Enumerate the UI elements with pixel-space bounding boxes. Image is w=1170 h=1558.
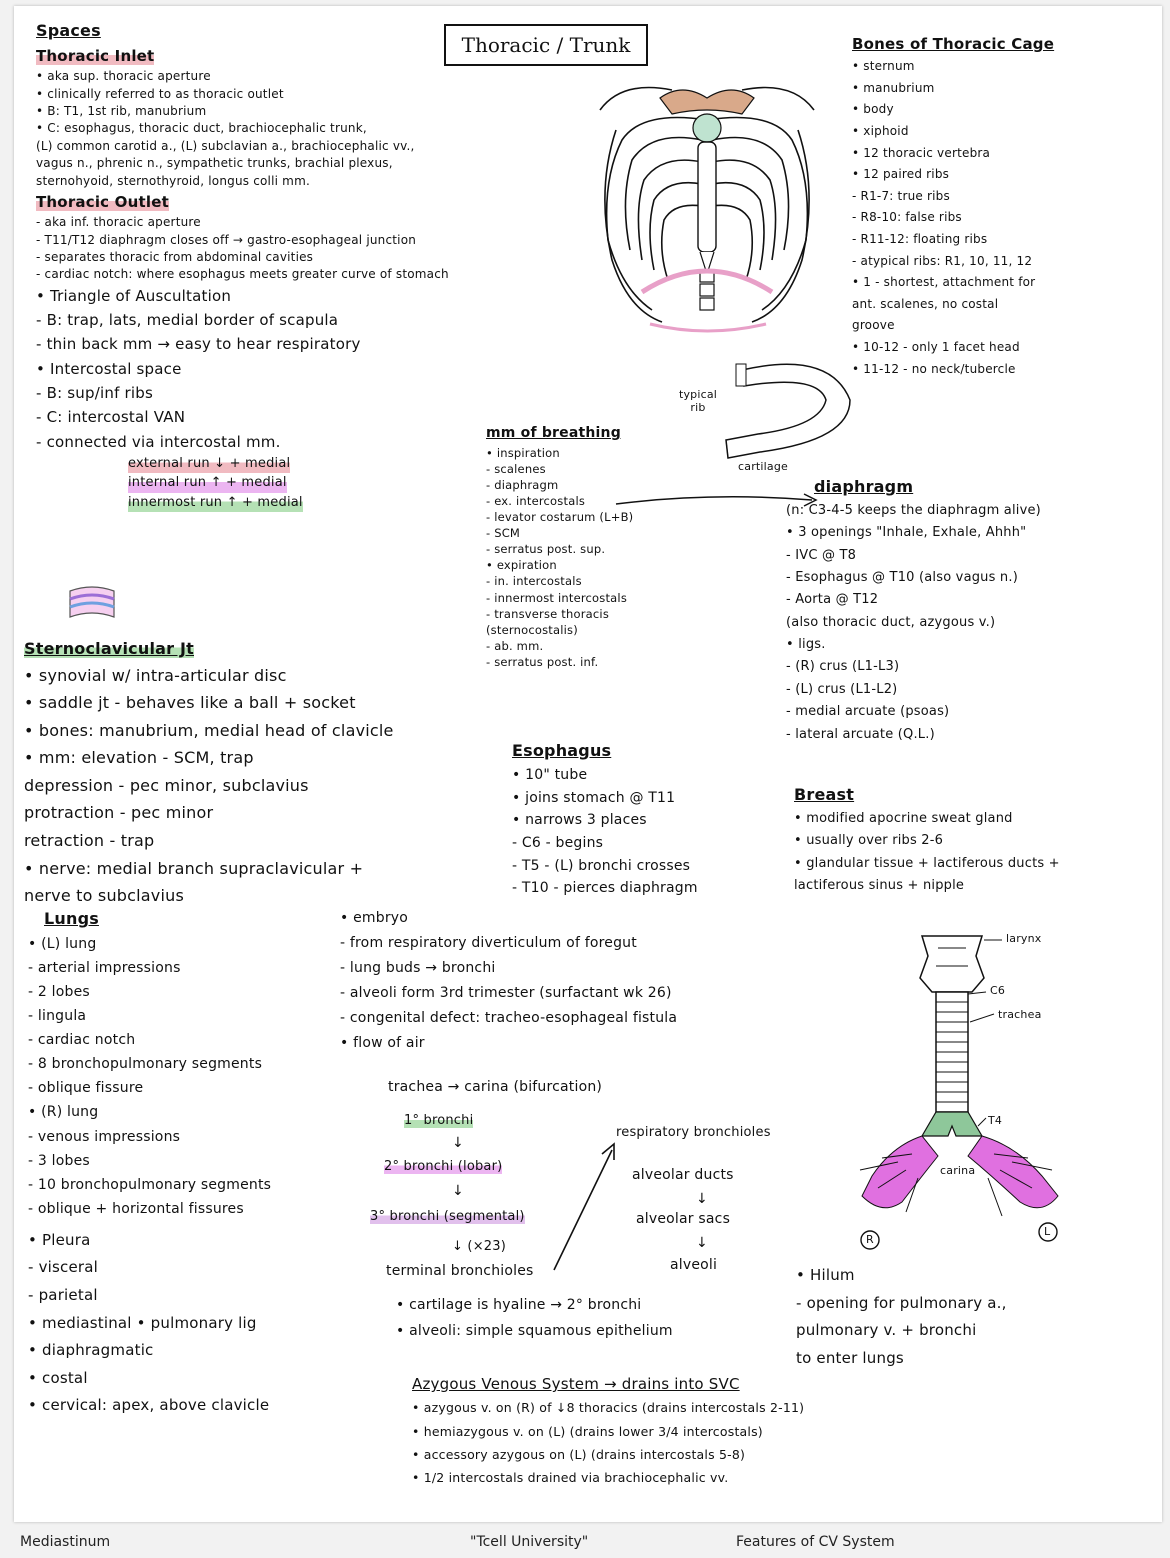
footer-right: Features of CV System — [736, 1534, 895, 1550]
list-item: • saddle jt - behaves like a ball + socket — [24, 693, 356, 713]
list-item: internal run ↑ + medial — [128, 473, 287, 493]
list-item: • body — [852, 102, 894, 117]
airflow-tertiary-bronchi: 3° bronchi (segmental) — [370, 1209, 525, 1224]
airway-notes-section — [396, 1292, 673, 1344]
list-item: (L) common carotid a., (L) subclavian a., brachiocephalic vv., — [36, 138, 415, 153]
intercostal-muscles-icon — [68, 583, 116, 625]
list-item: • C: esophagus, thoracic duct, brachiocephalic trunk, — [36, 121, 367, 136]
list-item: - oblique + horizontal fissures — [28, 1200, 244, 1217]
breast-heading: Breast — [794, 785, 855, 804]
list-item: • 12 thoracic vertebra — [852, 145, 991, 160]
esophagus-heading: Esophagus — [512, 741, 612, 760]
carina-label: carina — [940, 1164, 976, 1177]
trachea-label: trachea — [998, 1008, 1042, 1021]
list-item: - transverse thoracis — [486, 606, 610, 621]
list-item: - diaphragm — [486, 477, 559, 492]
list-item: • flow of air — [340, 1034, 425, 1051]
list-item: • narrows 3 places — [512, 812, 647, 829]
list-item: • accessory azygous on (L) (drains intercostals 5-8) — [412, 1446, 746, 1462]
list-item: - 2 lobes — [28, 984, 90, 1001]
list-item: • (L) lung — [28, 935, 97, 952]
sternoclavicular-heading: Sternoclavicular Jt — [24, 639, 194, 658]
list-item: • (R) lung — [28, 1104, 99, 1121]
bones-section — [852, 32, 1054, 380]
list-item: - atypical ribs: R1, 10, 11, 12 — [852, 253, 1033, 268]
list-item: - opening for pulmonary a., — [796, 1293, 1007, 1312]
list-item: • Triangle of Auscultation — [36, 286, 232, 305]
c6-label: C6 — [990, 984, 1006, 997]
list-item: - R8-10: false ribs — [852, 210, 962, 225]
embryo-section — [340, 906, 677, 1055]
footer-left: Mediastinum — [20, 1534, 111, 1550]
left-side-label: L — [1044, 1225, 1051, 1238]
list-item: • Intercostal space — [36, 359, 182, 378]
thoracic-inlet-list — [36, 68, 449, 190]
airflow-alveoli: alveoli — [670, 1257, 718, 1273]
list-item: - separates thoracic from abdominal cavities — [36, 250, 314, 265]
list-item: - lateral arcuate (Q.L.) — [786, 726, 935, 742]
list-item: - T11/T12 diaphragm closes off → gastro-esophageal junction — [36, 232, 417, 247]
list-item: - thin back mm → easy to hear respiratory — [36, 335, 361, 354]
list-item: - T10 - pierces diaphragm — [512, 880, 698, 897]
esophagus-section — [512, 738, 698, 900]
list-item: • modified apocrine sweat gland — [794, 810, 1013, 826]
embryo-list — [340, 906, 677, 1055]
list-item: - R1-7: true ribs — [852, 188, 950, 203]
list-item: - Esophagus @ T10 (also vagus n.) — [786, 569, 1018, 585]
list-item: • 11-12 - no neck/tubercle — [852, 361, 1016, 376]
list-item: • mm: elevation - SCM, trap — [24, 748, 254, 768]
list-item: - serratus post. inf. — [486, 654, 599, 669]
airflow-primary-bronchi: 1° bronchi — [404, 1113, 474, 1128]
list-item: • sternum — [852, 59, 915, 74]
list-item: sternohyoid, sternothyroid, longus colli mm. — [36, 173, 310, 188]
list-item: - alveoli form 3rd trimester (surfactant wk 26) — [340, 984, 672, 1001]
cartilage-label: cartilage — [738, 460, 789, 473]
list-item: • costal — [28, 1368, 88, 1387]
list-item: (also thoracic duct, azygous v.) — [786, 614, 996, 630]
list-item: • ligs. — [786, 637, 826, 653]
list-item: • embryo — [340, 910, 409, 926]
list-item: - oblique fissure — [28, 1080, 144, 1097]
thoracic-outlet-list — [36, 214, 449, 284]
list-item: - scalenes — [486, 461, 546, 476]
list-item: groove — [852, 318, 895, 333]
list-item: • mediastinal • pulmonary lig — [28, 1313, 257, 1332]
airflow-arrow-4: ↓ — [696, 1235, 708, 1251]
list-item: • nerve: medial branch supraclavicular + — [24, 858, 364, 878]
list-item: • cartilage is hyaline → 2° bronchi — [396, 1297, 642, 1313]
diaphragm-list — [786, 500, 1041, 746]
list-item: - arterial impressions — [28, 959, 181, 976]
list-item: - visceral — [28, 1258, 99, 1277]
list-item: • 3 openings "Inhale, Exhale, Ahhh" — [786, 525, 1027, 541]
list-item: (sternocostalis) — [486, 622, 578, 637]
breathing-list — [486, 445, 633, 670]
list-item: - lingula — [28, 1008, 87, 1025]
list-item: • synovial w/ intra-articular disc — [24, 665, 287, 685]
list-item: - IVC @ T8 — [786, 547, 857, 563]
azygous-heading: Azygous Venous System → drains into SVC — [412, 1375, 740, 1393]
list-item: depression - pec minor, subclavius — [24, 775, 309, 795]
esophagus-list — [512, 764, 698, 900]
list-item: • Hilum — [796, 1266, 855, 1284]
list-item: • bones: manubrium, medial head of clavicle — [24, 720, 394, 740]
airflow-arrow-1: ↓ — [452, 1135, 464, 1151]
airflow-secondary-bronchi: 2° bronchi (lobar) — [384, 1159, 503, 1174]
bones-heading: Bones of Thoracic Cage — [852, 35, 1055, 53]
pleura-list — [28, 1227, 271, 1420]
list-item: - R11-12: floating ribs — [852, 232, 988, 247]
list-item: - C: intercostal VAN — [36, 408, 186, 427]
list-item: • hemiazygous v. on (L) (drains lower 3/4 intercostals) — [412, 1423, 763, 1439]
list-item: • 1/2 intercostals drained via brachiocephalic vv. — [412, 1470, 729, 1486]
auscultation-intercostal-list — [36, 284, 449, 513]
list-item: - B: trap, lats, medial border of scapula — [36, 311, 339, 330]
lungs-section — [28, 906, 271, 1420]
list-item: - connected via intercostal mm. — [36, 432, 281, 451]
sternoclavicular-section — [24, 636, 394, 910]
list-item: - (L) crus (L1-L2) — [786, 681, 898, 697]
list-item: - 10 bronchopulmonary segments — [28, 1176, 272, 1193]
list-item: - in. intercostals — [486, 574, 582, 589]
list-item: • B: T1, 1st rib, manubrium — [36, 103, 207, 118]
airflow-up-arrow — [548, 1140, 622, 1276]
list-item: - B: sup/inf ribs — [36, 383, 153, 402]
breast-section — [794, 782, 1060, 897]
list-item: ant. scalenes, no costal — [852, 296, 999, 311]
list-item: pulmonary v. + bronchi — [796, 1321, 977, 1340]
list-item: - medial arcuate (psoas) — [786, 704, 950, 720]
list-item: • xiphoid — [852, 124, 909, 139]
list-item: - ab. mm. — [486, 638, 544, 653]
hilum-section — [796, 1262, 1007, 1372]
list-item: • 10" tube — [512, 766, 588, 783]
t4-label: T4 — [988, 1114, 1003, 1127]
list-item: • alveoli: simple squamous epithelium — [396, 1323, 673, 1340]
thoracic-outlet-heading: Thoracic Outlet — [36, 192, 169, 211]
list-item: • clinically referred to as thoracic outlet — [36, 86, 284, 101]
list-item: • 10-12 - only 1 facet head — [852, 340, 1020, 355]
list-item: • azygous v. on (R) of ↓8 thoracics (drains intercostals 2-11) — [412, 1400, 805, 1416]
list-item: to enter lungs — [796, 1348, 904, 1367]
list-item: - C6 - begins — [512, 834, 604, 851]
list-item: • cervical: apex, above clavicle — [28, 1396, 270, 1415]
list-item: • manubrium — [852, 80, 935, 95]
typical-rib-figure — [700, 340, 860, 468]
list-item: lactiferous sinus + nipple — [794, 877, 965, 893]
airflow-alveolar-sacs: alveolar sacs — [636, 1211, 731, 1227]
page-title: Thoracic / Trunk — [444, 24, 648, 66]
list-item: - parietal — [28, 1286, 98, 1305]
list-item: - from respiratory diverticulum of foregut — [340, 934, 637, 951]
azygous-section — [412, 1372, 804, 1489]
airflow-count: ↓ (×23) — [452, 1239, 507, 1254]
list-item: nerve to subclavius — [24, 886, 184, 906]
hilum-list — [796, 1262, 1007, 1372]
list-item: - SCM — [486, 526, 521, 541]
list-item: - 8 bronchopulmonary segments — [28, 1056, 263, 1073]
breathing-section — [486, 422, 633, 670]
list-item: • 12 paired ribs — [852, 167, 950, 182]
list-item: - (R) crus (L1-L3) — [786, 659, 900, 675]
footer-center: "Tcell University" — [470, 1534, 589, 1550]
list-item: • aka sup. thoracic aperture — [36, 69, 211, 84]
list-item: - T5 - (L) bronchi crosses — [512, 857, 691, 874]
airflow-terminal-bronchioles: terminal bronchioles — [386, 1263, 534, 1279]
breast-list — [794, 808, 1060, 897]
list-item: - venous impressions — [28, 1128, 181, 1145]
list-item: - congenital defect: tracheo-esophageal fistula — [340, 1009, 678, 1026]
diaphragm-section — [786, 474, 1041, 746]
list-item: (n: C3-4-5 keeps the diaphragm alive) — [786, 502, 1041, 518]
list-item: • inspiration — [486, 445, 560, 460]
airflow-arrow-2: ↓ — [452, 1183, 464, 1199]
list-item: • glandular tissue + lactiferous ducts + — [794, 855, 1060, 871]
spaces-section — [36, 18, 449, 512]
list-item: innermost run ↑ + medial — [128, 493, 303, 513]
list-item: • usually over ribs 2-6 — [794, 833, 944, 849]
bones-list — [852, 56, 1054, 380]
azygous-list — [412, 1396, 804, 1489]
thoracic-cage-figure — [582, 70, 832, 340]
list-item: - Aorta @ T12 — [786, 592, 879, 608]
airflow-trachea: trachea → carina (bifurcation) — [388, 1079, 603, 1095]
sternoclavicular-list — [24, 662, 394, 910]
list-item: vagus n., phrenic n., sympathetic trunks, brachial plexus, — [36, 156, 393, 171]
list-item: - lung buds → bronchi — [340, 959, 496, 976]
list-item: - cardiac notch: where esophagus meets greater curve of stomach — [36, 267, 449, 282]
larynx-label: larynx — [1006, 932, 1042, 945]
bronchial-tree-figure — [852, 926, 1092, 1256]
list-item: - 3 lobes — [28, 1152, 90, 1169]
lungs-list — [28, 932, 271, 1221]
list-item: - innermost intercostals — [486, 590, 628, 605]
right-side-label: R — [866, 1233, 874, 1246]
list-item: - serratus post. sup. — [486, 542, 606, 557]
airflow-alveolar-ducts: alveolar ducts — [632, 1167, 734, 1183]
list-item: external run ↓ + medial — [128, 454, 290, 474]
typical-rib-label: typical rib — [678, 388, 718, 415]
airflow-arrow-3: ↓ — [696, 1191, 708, 1207]
list-item: • joins stomach @ T11 — [512, 789, 676, 806]
list-item: • 1 - shortest, attachment for — [852, 275, 1036, 290]
breathing-heading: mm of breathing — [486, 425, 621, 441]
diaphragm-heading: diaphragm — [814, 477, 914, 496]
list-item: - aka inf. thoracic aperture — [36, 215, 201, 230]
list-item: - ex. intercostals — [486, 493, 586, 508]
airway-notes-list — [396, 1292, 673, 1344]
lungs-heading: Lungs — [44, 909, 99, 928]
list-item: • diaphragmatic — [28, 1341, 154, 1360]
spaces-heading: Spaces — [36, 21, 101, 40]
airflow-respiratory-bronchioles: respiratory bronchioles — [616, 1125, 771, 1140]
list-item: protraction - pec minor — [24, 803, 214, 823]
list-item: - cardiac notch — [28, 1032, 136, 1049]
list-item: retraction - trap — [24, 831, 155, 850]
list-item: • Pleura — [28, 1230, 91, 1249]
list-item: - levator costarum (L+B) — [486, 510, 634, 525]
list-item: • expiration — [486, 558, 557, 573]
thoracic-inlet-heading: Thoracic Inlet — [36, 46, 155, 65]
